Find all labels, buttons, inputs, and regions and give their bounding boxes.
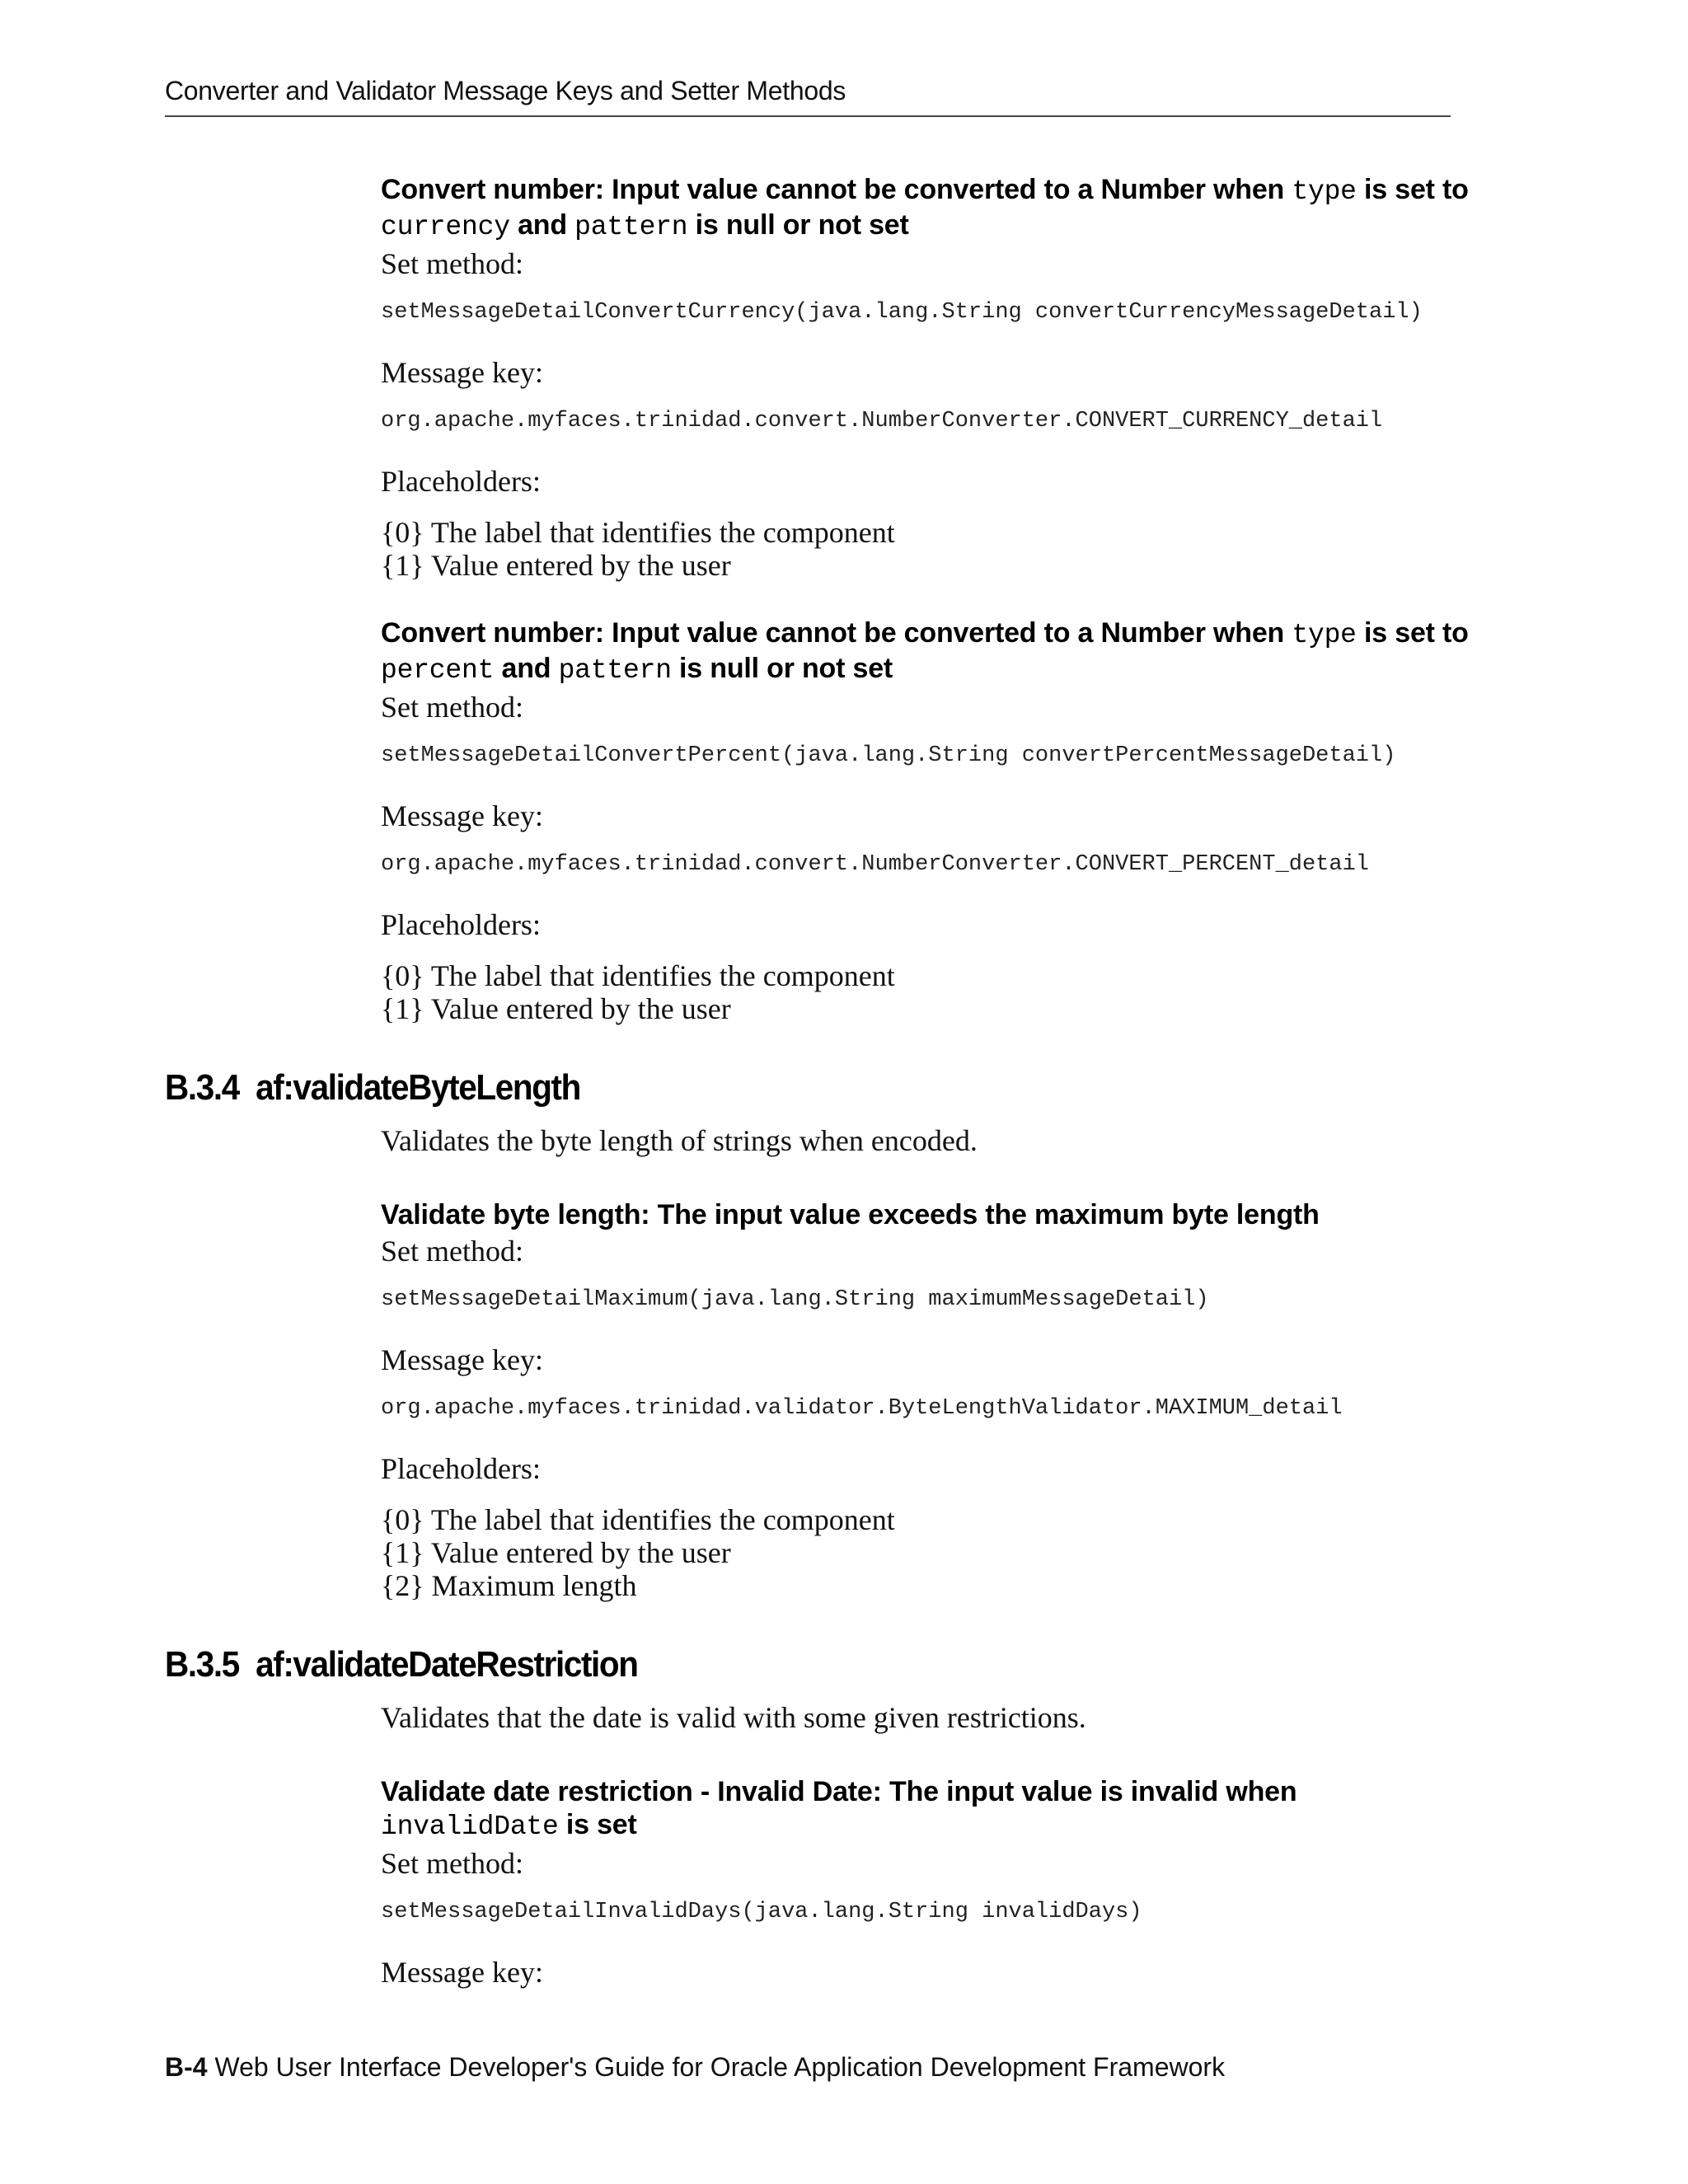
book-title: Web User Interface Developer's Guide for Oracle Application Development Framework <box>214 2052 1226 2082</box>
message-key-code: org.apache.myfaces.trinidad.convert.NumberConverter.CONVERT_CURRENCY_detail <box>381 409 1383 434</box>
title-text: is set to <box>1356 174 1469 205</box>
section-description: Validates the byte length of strings when encoded. <box>381 1124 978 1157</box>
placeholder-item: {0} The label that identifies the component <box>381 959 895 992</box>
placeholders-label: Placeholders: <box>381 1452 541 1485</box>
placeholder-item: {1} Value entered by the user <box>381 1536 731 1569</box>
title-code: invalidDate <box>381 1811 559 1842</box>
section-title <box>165 1643 638 1686</box>
title-text: Validate date restriction - Invalid Date: The input value is invalid when <box>381 1776 1297 1807</box>
set-method-code: setMessageDetailMaximum(java.lang.String maximumMessageDetail) <box>381 1287 1209 1312</box>
set-method-label: Set method: <box>381 1235 523 1268</box>
section-description: Validates that the date is valid with some given restrictions. <box>381 1701 1086 1734</box>
message-key-label: Message key: <box>381 799 543 832</box>
message-entry-invalid-date <box>381 1775 1469 1990</box>
section-title <box>165 1066 580 1109</box>
title-code: type <box>1292 620 1357 650</box>
message-title <box>381 173 1469 244</box>
placeholder-list <box>381 959 1469 1025</box>
message-key-code: org.apache.myfaces.trinidad.convert.NumberConverter.CONVERT_PERCENT_detail <box>381 852 1369 877</box>
placeholder-item: {1} Value entered by the user <box>381 549 731 582</box>
message-key-code: org.apache.myfaces.trinidad.validator.ByteLengthValidator.MAXIMUM_detail <box>381 1396 1343 1421</box>
placeholders-label: Placeholders: <box>381 908 541 941</box>
placeholders-label: Placeholders: <box>381 465 541 498</box>
section-heading-b35 <box>165 1643 1469 1686</box>
section-number: B.3.4 <box>165 1067 239 1108</box>
title-code: type <box>1292 176 1357 207</box>
placeholder-item: {0} The label that identifies the component <box>381 516 895 549</box>
main-content <box>165 173 1469 2007</box>
running-footer <box>165 2052 1225 2083</box>
title-code: pattern <box>558 655 672 686</box>
set-method-label: Set method: <box>381 247 523 280</box>
set-method-code: setMessageDetailConvertPercent(java.lang.String convertPercentMessageDetail) <box>381 743 1396 768</box>
message-entry-currency <box>381 173 1469 582</box>
message-key-label: Message key: <box>381 1956 543 1989</box>
header-rule <box>165 115 1451 117</box>
running-header <box>165 76 1451 106</box>
placeholder-list <box>381 1503 1469 1602</box>
section-name: af:validateByteLength <box>256 1067 580 1108</box>
placeholder-list <box>381 516 1469 582</box>
title-text: is null or not set <box>671 653 893 684</box>
message-key-label: Message key: <box>381 356 543 389</box>
message-key-label: Message key: <box>381 1343 543 1376</box>
message-title: Validate byte length: The input value exceeds the maximum byte length <box>381 1199 1320 1230</box>
section-heading-b34 <box>165 1066 1469 1109</box>
title-text: and <box>494 653 559 684</box>
message-entry-percent <box>381 616 1469 1025</box>
title-text: Convert number: Input value cannot be converted to a Number when <box>381 174 1292 205</box>
title-text: and <box>509 209 575 241</box>
set-method-label: Set method: <box>381 1847 523 1880</box>
title-text: Convert number: Input value cannot be converted to a Number when <box>381 617 1292 649</box>
message-title <box>381 1775 1469 1844</box>
placeholder-item: {2} Maximum length <box>381 1569 637 1602</box>
placeholder-item: {0} The label that identifies the component <box>381 1503 895 1536</box>
header-title: Converter and Validator Message Keys and Setter Methods <box>165 76 846 105</box>
placeholder-item: {1} Value entered by the user <box>381 992 731 1025</box>
title-code: percent <box>381 655 495 686</box>
set-method-code: setMessageDetailInvalidDays(java.lang.String invalidDays) <box>381 1900 1142 1924</box>
title-code: pattern <box>574 212 688 242</box>
set-method-label: Set method: <box>381 691 523 724</box>
title-text: is null or not set <box>687 209 909 241</box>
message-entry-byte-length <box>381 1198 1469 1602</box>
title-text: is set <box>558 1809 637 1840</box>
page-number: B-4 <box>165 2052 208 2082</box>
set-method-code: setMessageDetailConvertCurrency(java.lang.String convertCurrencyMessageDetail) <box>381 300 1423 325</box>
title-text: is set to <box>1356 617 1469 649</box>
title-code: currency <box>381 212 510 242</box>
section-number: B.3.5 <box>165 1644 239 1685</box>
section-name: af:validateDateRestriction <box>256 1644 638 1685</box>
message-title <box>381 616 1469 687</box>
